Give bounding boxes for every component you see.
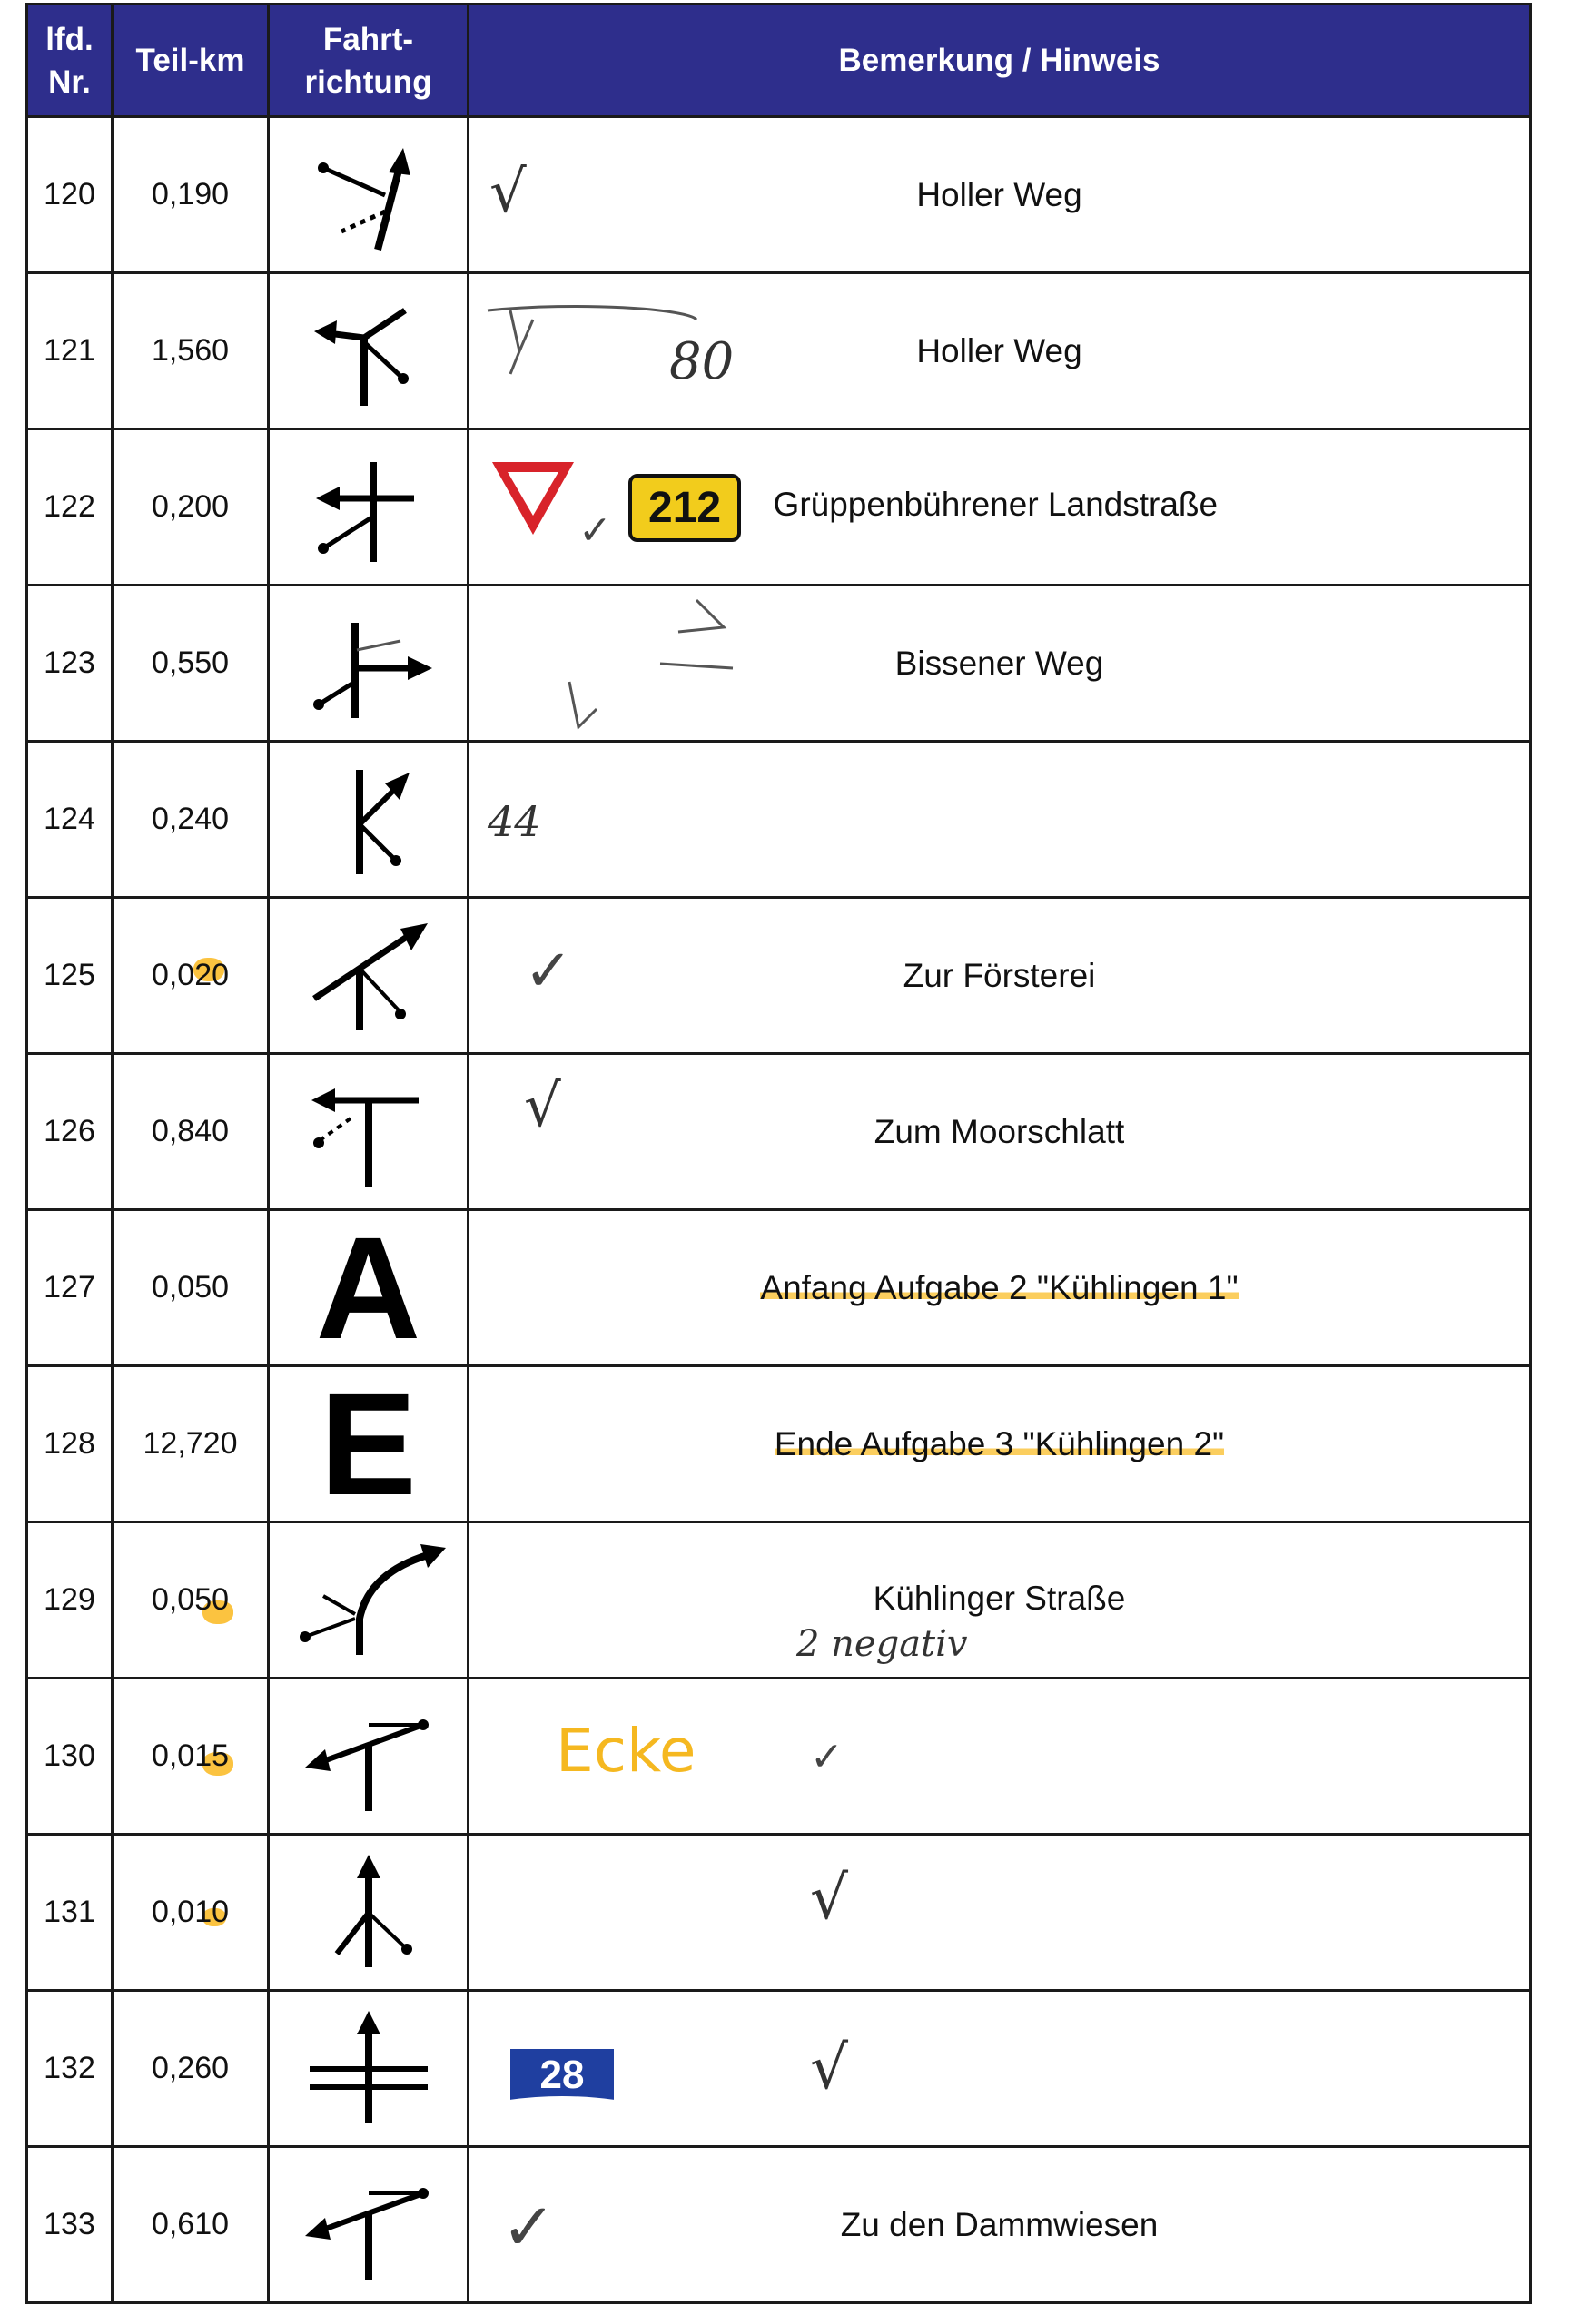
- straight-left-arrow-icon: [305, 444, 432, 571]
- table-header-row: [27, 5, 1531, 117]
- table-row: [27, 586, 1531, 742]
- highlighter-note: Ecke: [556, 1716, 696, 1786]
- table-row: [27, 742, 1531, 898]
- row-nr: 129: [27, 1522, 113, 1679]
- row-nr: 122: [27, 429, 113, 586]
- row-nr: 130: [27, 1679, 113, 1835]
- table-row: [27, 1991, 1531, 2147]
- check-mark: √: [524, 1073, 561, 1140]
- handwritten-arrow-sketch: [469, 301, 796, 401]
- check-mark: √: [810, 2033, 849, 2102]
- row-km: 0,610: [113, 2147, 269, 2303]
- autobahn-28-sign: [506, 2044, 618, 2108]
- row-remark: [469, 1835, 1531, 1991]
- right-arrow-icon: [301, 600, 437, 727]
- row-remark: Bissener Weg: [469, 586, 1531, 742]
- row-direction: [269, 1054, 469, 1210]
- table-row: [27, 1835, 1531, 1991]
- t-left-arrow-icon: [301, 1068, 437, 1196]
- row-km: 1,560: [113, 273, 269, 429]
- table-row: [27, 1210, 1531, 1366]
- row-nr: 121: [27, 273, 113, 429]
- row-remark: [469, 1991, 1531, 2147]
- check-mark: ✓: [578, 508, 612, 553]
- row-direction: [269, 1991, 469, 2147]
- table-row: [27, 429, 1531, 586]
- row-remark: √ Holler Weg: [469, 117, 1531, 273]
- route-table: [25, 3, 1532, 2304]
- row-direction: [269, 1206, 469, 1369]
- straight-up-arrow-icon: [305, 1849, 432, 1976]
- left-arrow-icon: [296, 2162, 441, 2289]
- row-remark: Ende Aufgabe 3 "Kühlingen 2": [469, 1366, 1531, 1522]
- header-nr: lfd. Nr.: [27, 5, 113, 117]
- row-km: 0,200: [113, 429, 269, 586]
- row-nr: 132: [27, 1991, 113, 2147]
- handwritten-note: 44: [488, 797, 541, 846]
- row-remark: ✓ 212 Grüppenbührener Landstraße: [469, 429, 1531, 586]
- yield-sign-icon: [488, 458, 578, 539]
- check-mark: ✓: [810, 1735, 844, 1779]
- header-remark: Bemerkung / Hinweis: [469, 5, 1531, 117]
- table-row: [27, 1522, 1531, 1679]
- row-remark: Anfang Aufgabe 2 "Kühlingen 1": [469, 1210, 1531, 1366]
- check-mark: √: [810, 1863, 849, 1933]
- row-remark: Kühlinger Straße 2 negativ: [469, 1522, 1531, 1679]
- row-direction: [269, 2147, 469, 2303]
- row-direction: [269, 429, 469, 586]
- check-mark: √: [489, 159, 527, 226]
- row-km: 0,190: [113, 117, 269, 273]
- row-nr: 126: [27, 1054, 113, 1210]
- table-row: [27, 2147, 1531, 2303]
- fork-right-arrow-icon: [305, 756, 432, 883]
- table-row: [27, 1366, 1531, 1522]
- letter-e-icon: E: [320, 1362, 417, 1525]
- row-km: 0,840: [113, 1054, 269, 1210]
- row-direction: [269, 898, 469, 1054]
- turn-right-arrow-icon: [305, 132, 432, 259]
- row-nr: 133: [27, 2147, 113, 2303]
- row-remark: ✓ Zur Försterei: [469, 898, 1531, 1054]
- row-direction: [269, 1679, 469, 1835]
- table-row: [27, 1054, 1531, 1210]
- row-km: 0,010: [113, 1835, 269, 1991]
- header-direction: Fahrt- richtung: [269, 5, 469, 117]
- row-direction: [269, 1362, 469, 1525]
- row-nr: 124: [27, 742, 113, 898]
- row-km: 0,050: [113, 1522, 269, 1679]
- curve-right-arrow-icon: [291, 1537, 446, 1664]
- row-km: 0,020: [113, 898, 269, 1054]
- row-direction: [269, 1835, 469, 1991]
- row-km: 0,240: [113, 742, 269, 898]
- left-arrow-icon: [296, 1693, 441, 1820]
- handwritten-marks: [560, 591, 796, 736]
- row-nr: 128: [27, 1366, 113, 1522]
- row-direction: [269, 1522, 469, 1679]
- turn-left-arrow-icon: [305, 288, 432, 415]
- row-direction: [269, 273, 469, 429]
- row-nr: 131: [27, 1835, 113, 1991]
- row-km: 0,015: [113, 1679, 269, 1835]
- row-direction: [269, 742, 469, 898]
- row-remark: [469, 742, 1531, 898]
- row-km: 0,550: [113, 586, 269, 742]
- row-direction: [269, 586, 469, 742]
- row-km: 12,720: [113, 1366, 269, 1522]
- table-row: [27, 273, 1531, 429]
- row-nr: 125: [27, 898, 113, 1054]
- row-nr: 127: [27, 1210, 113, 1366]
- handwritten-note: 2 negativ: [796, 1623, 968, 1665]
- row-km: 0,050: [113, 1210, 269, 1366]
- route-sheet: [25, 3, 1529, 2304]
- row-km: 0,260: [113, 1991, 269, 2147]
- letter-a-icon: A: [315, 1206, 421, 1369]
- row-direction: [269, 117, 469, 273]
- check-mark: ✓: [524, 938, 573, 1003]
- fork-right-arrow-icon: [301, 912, 437, 1039]
- autobahn-number: 28: [539, 2053, 585, 2097]
- check-mark: ✓: [501, 2191, 557, 2264]
- table-row: [27, 117, 1531, 273]
- crossing-straight-arrow-icon: [301, 2005, 437, 2132]
- route-212-sign: 212: [628, 474, 741, 542]
- row-nr: 123: [27, 586, 113, 742]
- header-km: Teil-km: [113, 5, 269, 117]
- row-remark: ✓ Zu den Dammwiesen: [469, 2147, 1531, 2303]
- table-row: [27, 898, 1531, 1054]
- row-remark: √ Zum Moorschlatt: [469, 1054, 1531, 1210]
- table-row: [27, 1679, 1531, 1835]
- row-nr: 120: [27, 117, 113, 273]
- row-remark: [469, 1679, 1531, 1835]
- svg-text:80: 80: [669, 332, 735, 391]
- row-remark: 80 Holler Weg: [469, 273, 1531, 429]
